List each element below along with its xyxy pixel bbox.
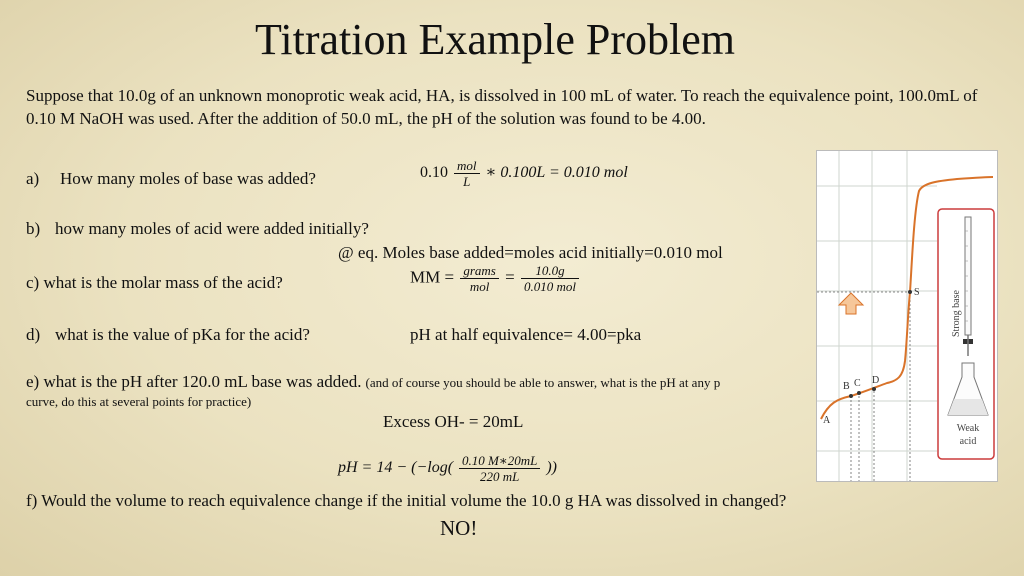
answer-e-equation (338, 453, 557, 484)
answer-c-den1: mol (469, 279, 490, 294)
question-b-label: b) (26, 219, 41, 238)
answer-c-num2: 10.0g (521, 263, 579, 279)
answer-e-den: 220 mL (480, 469, 520, 484)
burette-label: Strong base (951, 290, 962, 337)
question-b-text: how many moles of acid were added initially? (55, 219, 369, 238)
answer-e-ph: pH = 14 − (−log( (338, 459, 454, 477)
point-label-c: C (854, 378, 861, 389)
question-e-note2: curve, do this at several points for practice) (26, 394, 252, 409)
answer-c-fraction1 (460, 263, 499, 294)
question-e-note1: (and of course you should be able to answer, what is the pH at any p (365, 375, 721, 390)
answer-c-fraction2 (521, 263, 579, 294)
answer-b: @ eq. Moles base added=moles acid initially=0.010 mol (338, 243, 723, 262)
answer-e-excess: Excess OH- = 20mL (383, 412, 524, 431)
point-label-b: B (843, 381, 850, 392)
question-f-text: f) Would the volume to reach equivalence change if the initial volume the 10.0 g HA was dissolved in changed? (26, 491, 787, 510)
answer-c-den2: 0.010 mol (523, 279, 576, 294)
question-a-text: How many moles of base was added? (60, 169, 316, 188)
burette-icon (963, 217, 973, 356)
point-label-a: A (823, 415, 831, 426)
titration-curve-figure (816, 150, 998, 482)
answer-c-mm: MM = (410, 267, 455, 287)
question-d-label: d) (26, 325, 41, 344)
guide-lines (817, 292, 910, 481)
up-arrow-icon (839, 293, 863, 314)
flask-label-acid: acid (959, 436, 977, 447)
question-e-line (26, 372, 814, 392)
titration-curve-svg (817, 151, 997, 481)
answer-a-coef: 0.10 (420, 164, 448, 182)
question-a-label: a) (26, 169, 40, 188)
answer-c-num1: grams (460, 263, 499, 279)
answer-a-den: L (463, 174, 471, 189)
question-d-text: what is the value of pKa for the acid? (55, 325, 310, 344)
answer-a-num: mol (454, 158, 480, 174)
answer-e-fraction (459, 453, 540, 484)
answer-d: pH at half equivalence= 4.00=pka (410, 325, 642, 344)
grid-lines (817, 151, 937, 481)
answer-c-equals: = (505, 267, 515, 287)
answer-c-equation (410, 263, 581, 294)
point-label-s: S (914, 287, 920, 298)
answer-e-num: 0.10 M∗20mL (459, 453, 540, 469)
question-c-text: c) what is the molar mass of the acid? (26, 273, 283, 292)
answer-f: NO! (440, 516, 478, 540)
question-e-text: e) what is the pH after 120.0 mL base was added. (26, 372, 362, 391)
answer-a-equation (420, 158, 628, 189)
problem-statement: Suppose that 10.0g of an unknown monoprotic weak acid, HA, is dissolved in 100 mL of water. To reach the equivalence point, 100.0mL of 0.10 M NaOH was used. After the addition of 50.0 mL, the pH of the solution was found to be 4.00. (26, 86, 978, 128)
answer-e-close: )) (546, 459, 557, 477)
answer-a-rest: ∗ 0.100L = 0.010 mol (485, 164, 628, 182)
flask-label-weak: Weak (956, 423, 980, 434)
point-label-d: D (872, 375, 880, 386)
slide-title: Titration Example Problem (255, 15, 735, 64)
answer-a-fraction (454, 158, 480, 189)
